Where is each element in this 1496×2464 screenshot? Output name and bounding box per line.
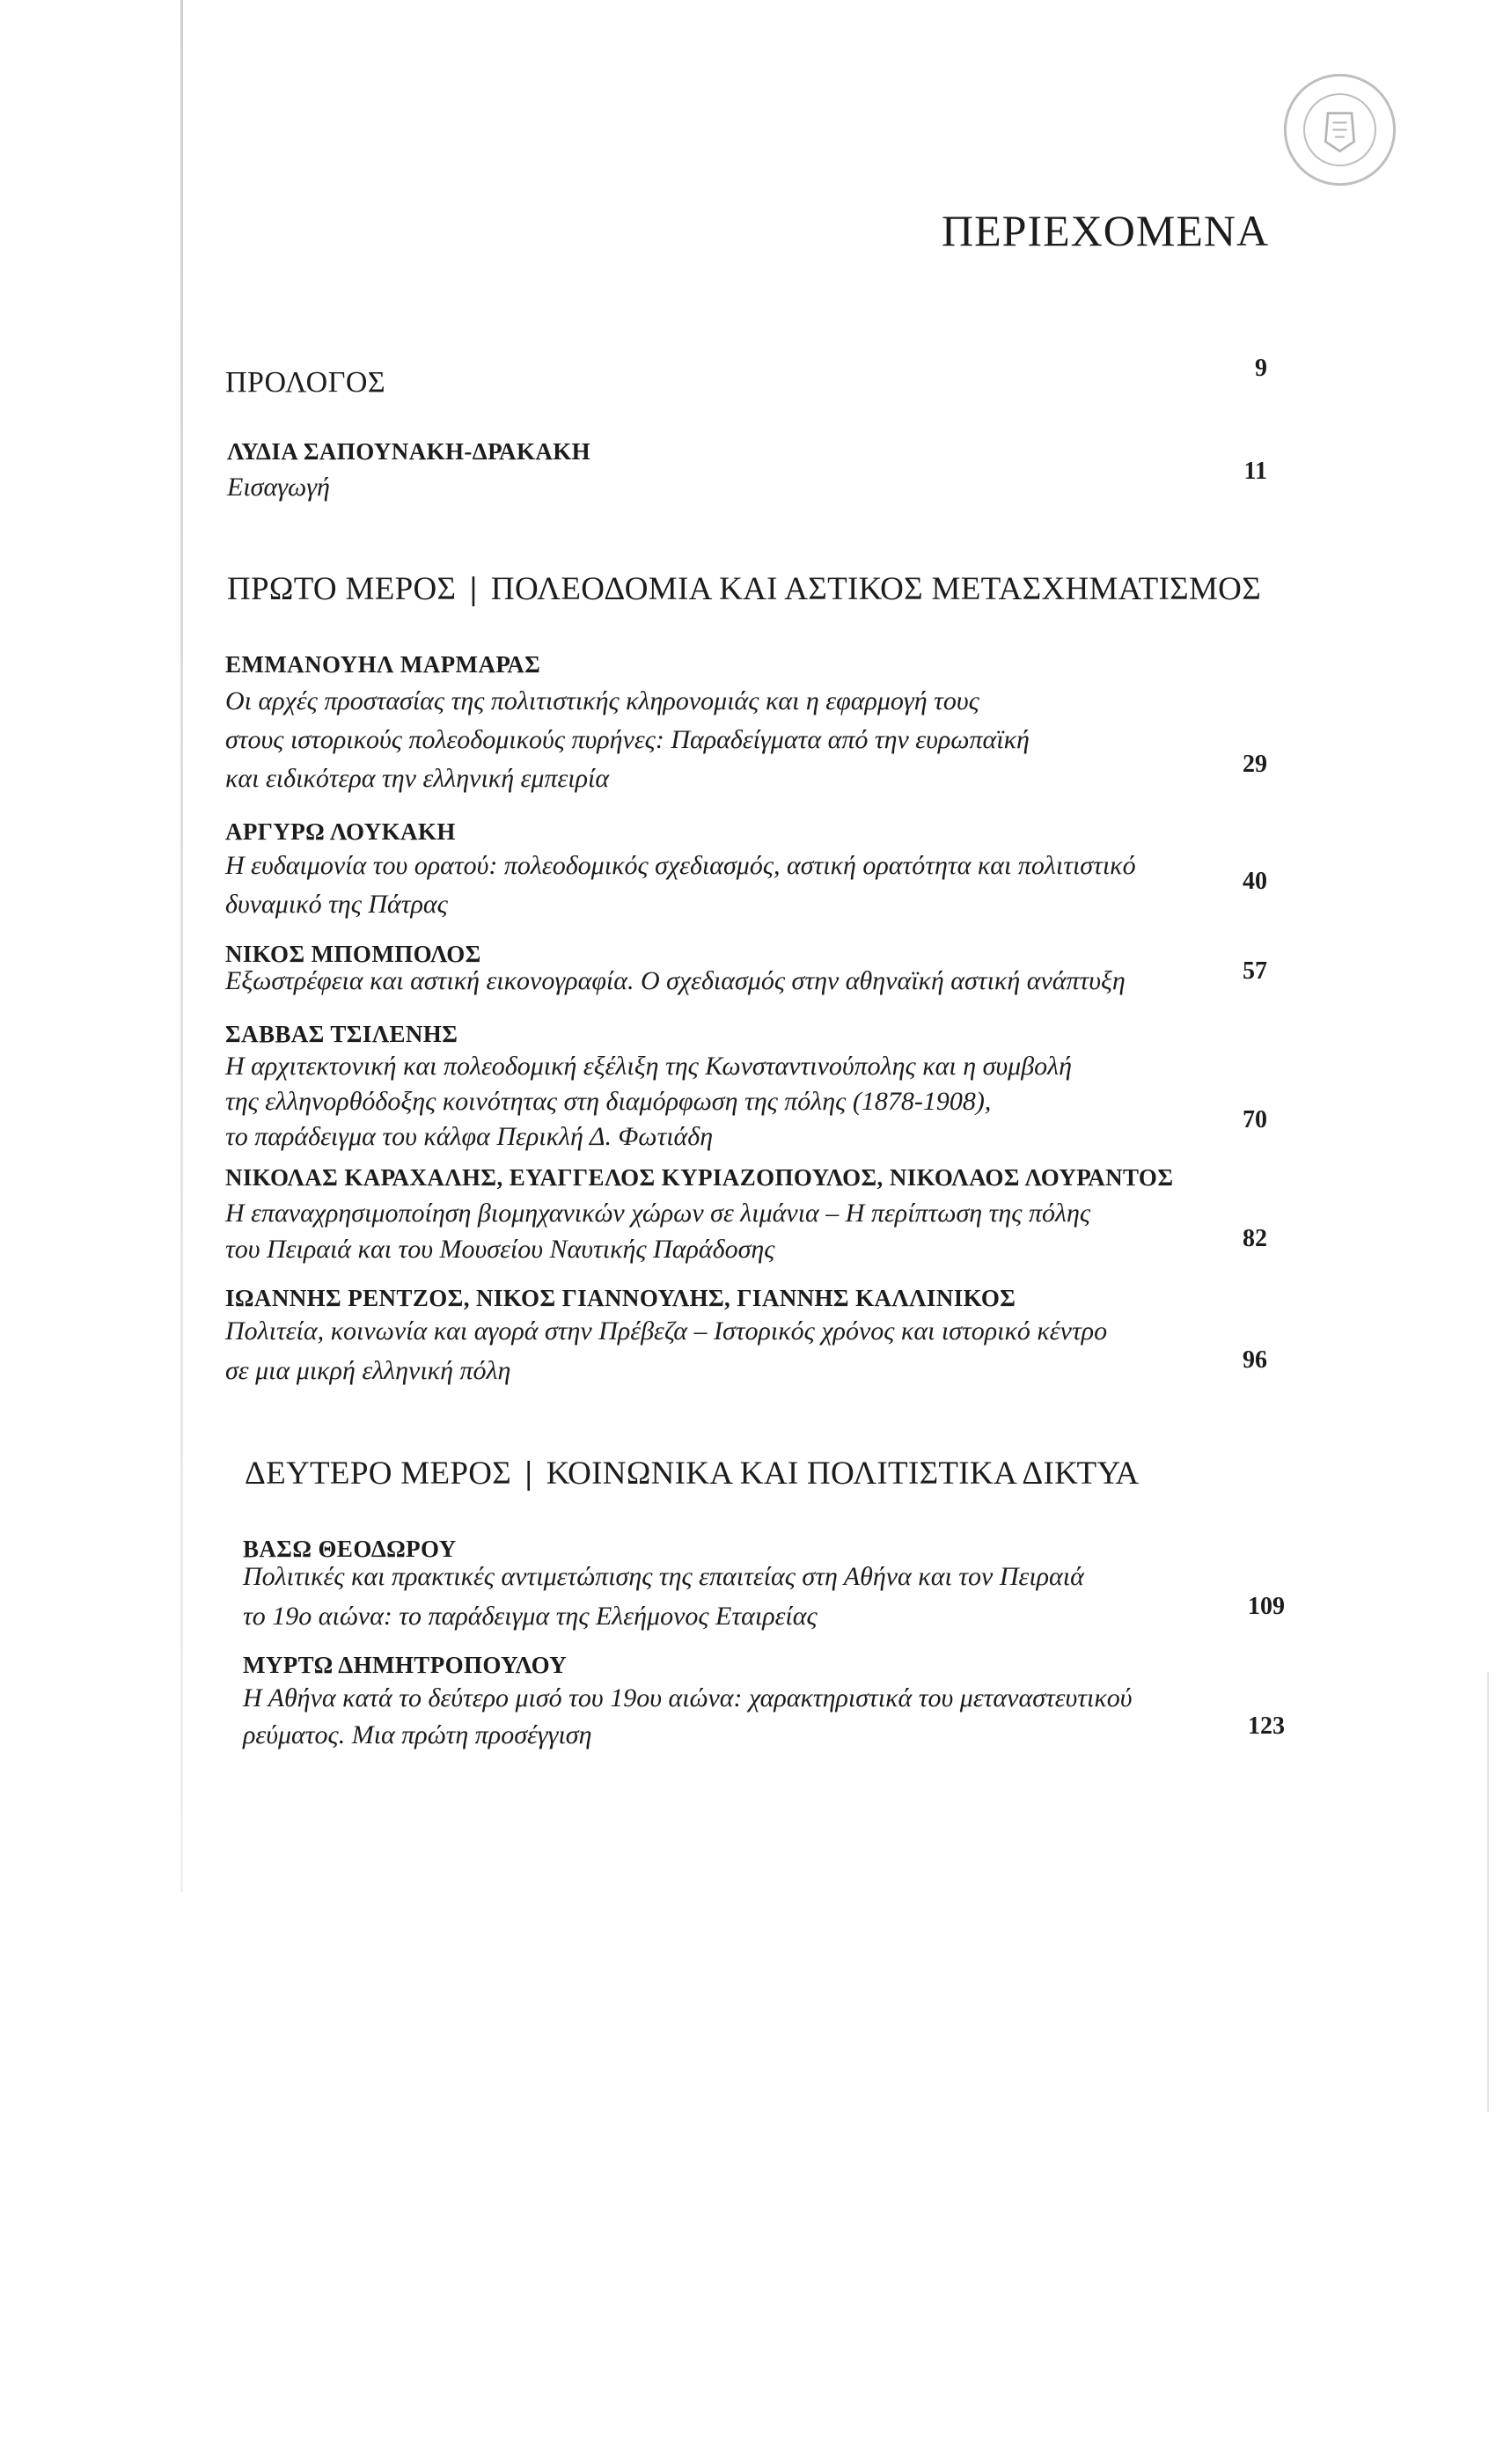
toc-entry-title-line: Εξωστρέφεια και αστική εικονογραφία. Ο σχεδιασμός στην αθηναϊκή αστική ανάπτυξη bbox=[225, 966, 1126, 995]
toc-entry-title-line: Οι αρχές προστασίας της πολιτιστικής κληρονομιάς και η εφαρμογή τους bbox=[225, 686, 979, 715]
introduction-title: Εισαγωγή bbox=[227, 473, 330, 502]
introduction-page-number: 11 bbox=[1243, 458, 1267, 485]
toc-entry-title-line: της ελληνορθόδοξης κοινότητας στη διαμόρφωση της πόλης (1878-1908), bbox=[225, 1087, 992, 1116]
part2-heading bbox=[245, 1455, 1139, 1492]
toc-entry-title-line: Πολιτεία, κοινωνία και αγορά στην Πρέβεζα – Ιστορικός χρόνος και ιστορικό κέντρο bbox=[225, 1316, 1108, 1346]
scan-edge-shadow bbox=[180, 0, 183, 1892]
prologue-label: ΠΡΟΛΟΓΟΣ bbox=[225, 366, 386, 399]
toc-entry-page-number: 82 bbox=[1243, 1225, 1267, 1252]
toc-entry-title-line: ρεύματος. Μια πρώτη προσέγγιση bbox=[243, 1720, 592, 1749]
toc-entry-page-number: 123 bbox=[1248, 1712, 1285, 1740]
introduction-author: ΛΥΔΙΑ ΣΑΠΟΥΝΑΚΗ-ΔΡΑΚΑΚΗ bbox=[227, 438, 591, 465]
toc-entry-page-number: 29 bbox=[1243, 751, 1267, 778]
toc-entry-title-line: Η αρχιτεκτονική και πολεοδομική εξέλιξη της Κωνσταντινούπολης και η συμβολή bbox=[225, 1052, 1073, 1081]
part2-title: ΚΟΙΝΩΝΙΚΑ ΚΑΙ ΠΟΛΙΤΙΣΤΙΚΑ ΔΙΚΤΥΑ bbox=[546, 1456, 1140, 1492]
page-title: ΠΕΡΙΕΧΟΜΕΝΑ bbox=[942, 206, 1270, 255]
toc-entry-page-number: 70 bbox=[1243, 1106, 1267, 1133]
toc-entry-title-line: σε μια μικρή ελληνική πόλη bbox=[225, 1356, 511, 1385]
toc-entry-title-line: στους ιστορικούς πολεοδομικούς πυρήνες: Παραδείγματα από την ευρωπαϊκή bbox=[225, 725, 1030, 754]
library-stamp-icon bbox=[1280, 70, 1399, 189]
toc-entry-title-line: Η ευδαιμονία του ορατού: πολεοδομικός σχεδιασμός, αστική ορατότητα και πολιτιστικό bbox=[225, 851, 1136, 880]
toc-entry-author: ΒΑΣΩ ΘΕΟΔΩΡΟΥ bbox=[243, 1536, 457, 1562]
toc-entry-page-number: 40 bbox=[1243, 868, 1267, 895]
toc-entry-title-line: Η Αθήνα κατά το δεύτερο μισό του 19ου αιώνα: χαρακτηριστικά του μεταναστευτικού bbox=[243, 1683, 1133, 1712]
part1-heading bbox=[227, 570, 1261, 608]
part1-separator: | bbox=[469, 571, 478, 607]
toc-entry-page-number: 96 bbox=[1243, 1346, 1267, 1374]
part2-separator: | bbox=[524, 1456, 533, 1492]
toc-entry-title-line: του Πειραιά και του Μουσείου Ναυτικής Παράδοσης bbox=[225, 1235, 775, 1264]
toc-entry-title-line: και ειδικότερα την ελληνική εμπειρία bbox=[225, 764, 610, 793]
part1-label: ΠΡΩΤΟ ΜΕΡΟΣ bbox=[227, 571, 457, 607]
toc-entry-title-line: το 19ο αιώνα: το παράδειγμα της Ελεήμονος Εταιρείας bbox=[243, 1602, 818, 1631]
prologue-page-number: 9 bbox=[1255, 355, 1267, 382]
toc-entry-author: ΣΑΒΒΑΣ ΤΣΙΛΕΝΗΣ bbox=[225, 1021, 458, 1047]
toc-entry-author: ΜΥΡΤΩ ΔΗΜΗΤΡΟΠΟΥΛΟΥ bbox=[243, 1652, 568, 1678]
toc-entry-page-number: 109 bbox=[1248, 1593, 1285, 1620]
part2-label: ΔΕΥΤΕΡΟ ΜΕΡΟΣ bbox=[245, 1456, 512, 1492]
toc-entry-title-line: δυναμικό της Πάτρας bbox=[225, 890, 448, 919]
part1-title: ΠΟΛΕΟΔΟΜΙΑ ΚΑΙ ΑΣΤΙΚΟΣ ΜΕΤΑΣΧΗΜΑΤΙΣΜΟΣ bbox=[490, 571, 1262, 607]
toc-entry-title-line: το παράδειγμα του κάλφα Περικλή Δ. Φωτιάδη bbox=[225, 1122, 714, 1151]
scan-edge-shadow-right bbox=[1487, 1672, 1489, 2112]
toc-entry-author: ΑΡΓΥΡΩ ΛΟΥΚΑΚΗ bbox=[225, 818, 456, 845]
toc-entry-page-number: 57 bbox=[1243, 957, 1267, 985]
toc-entry-title-line: Πολιτικές και πρακτικές αντιμετώπισης της επαιτείας στη Αθήνα και τον Πειραιά bbox=[243, 1562, 1084, 1591]
toc-entry-author: ΝΙΚΟΛΑΣ ΚΑΡΑΧΑΛΗΣ, ΕΥΑΓΓΕΛΟΣ ΚΥΡΙΑΖΟΠΟΥΛΟΣ, ΝΙΚΟΛΑΟΣ ΛΟΥΡΑΝΤΟΣ bbox=[225, 1164, 1174, 1191]
toc-entry-author: ΙΩΑΝΝΗΣ ΡΕΝΤΖΟΣ, ΝΙΚΟΣ ΓΙΑΝΝΟΥΛΗΣ, ΓΙΑΝΝΗΣ ΚΑΛΛΙΝΙΚΟΣ bbox=[225, 1285, 1016, 1311]
toc-entry-author: ΝΙΚΟΣ ΜΠΟΜΠΟΛΟΣ bbox=[225, 941, 481, 967]
toc-entry-author: ΕΜΜΑΝΟΥΗΛ ΜΑΡΜΑΡΑΣ bbox=[225, 651, 541, 678]
toc-entry-title-line: Η επαναχρησιμοποίηση βιομηχανικών χώρων σε λιμάνια – Η περίπτωση της πόλης bbox=[225, 1199, 1091, 1228]
